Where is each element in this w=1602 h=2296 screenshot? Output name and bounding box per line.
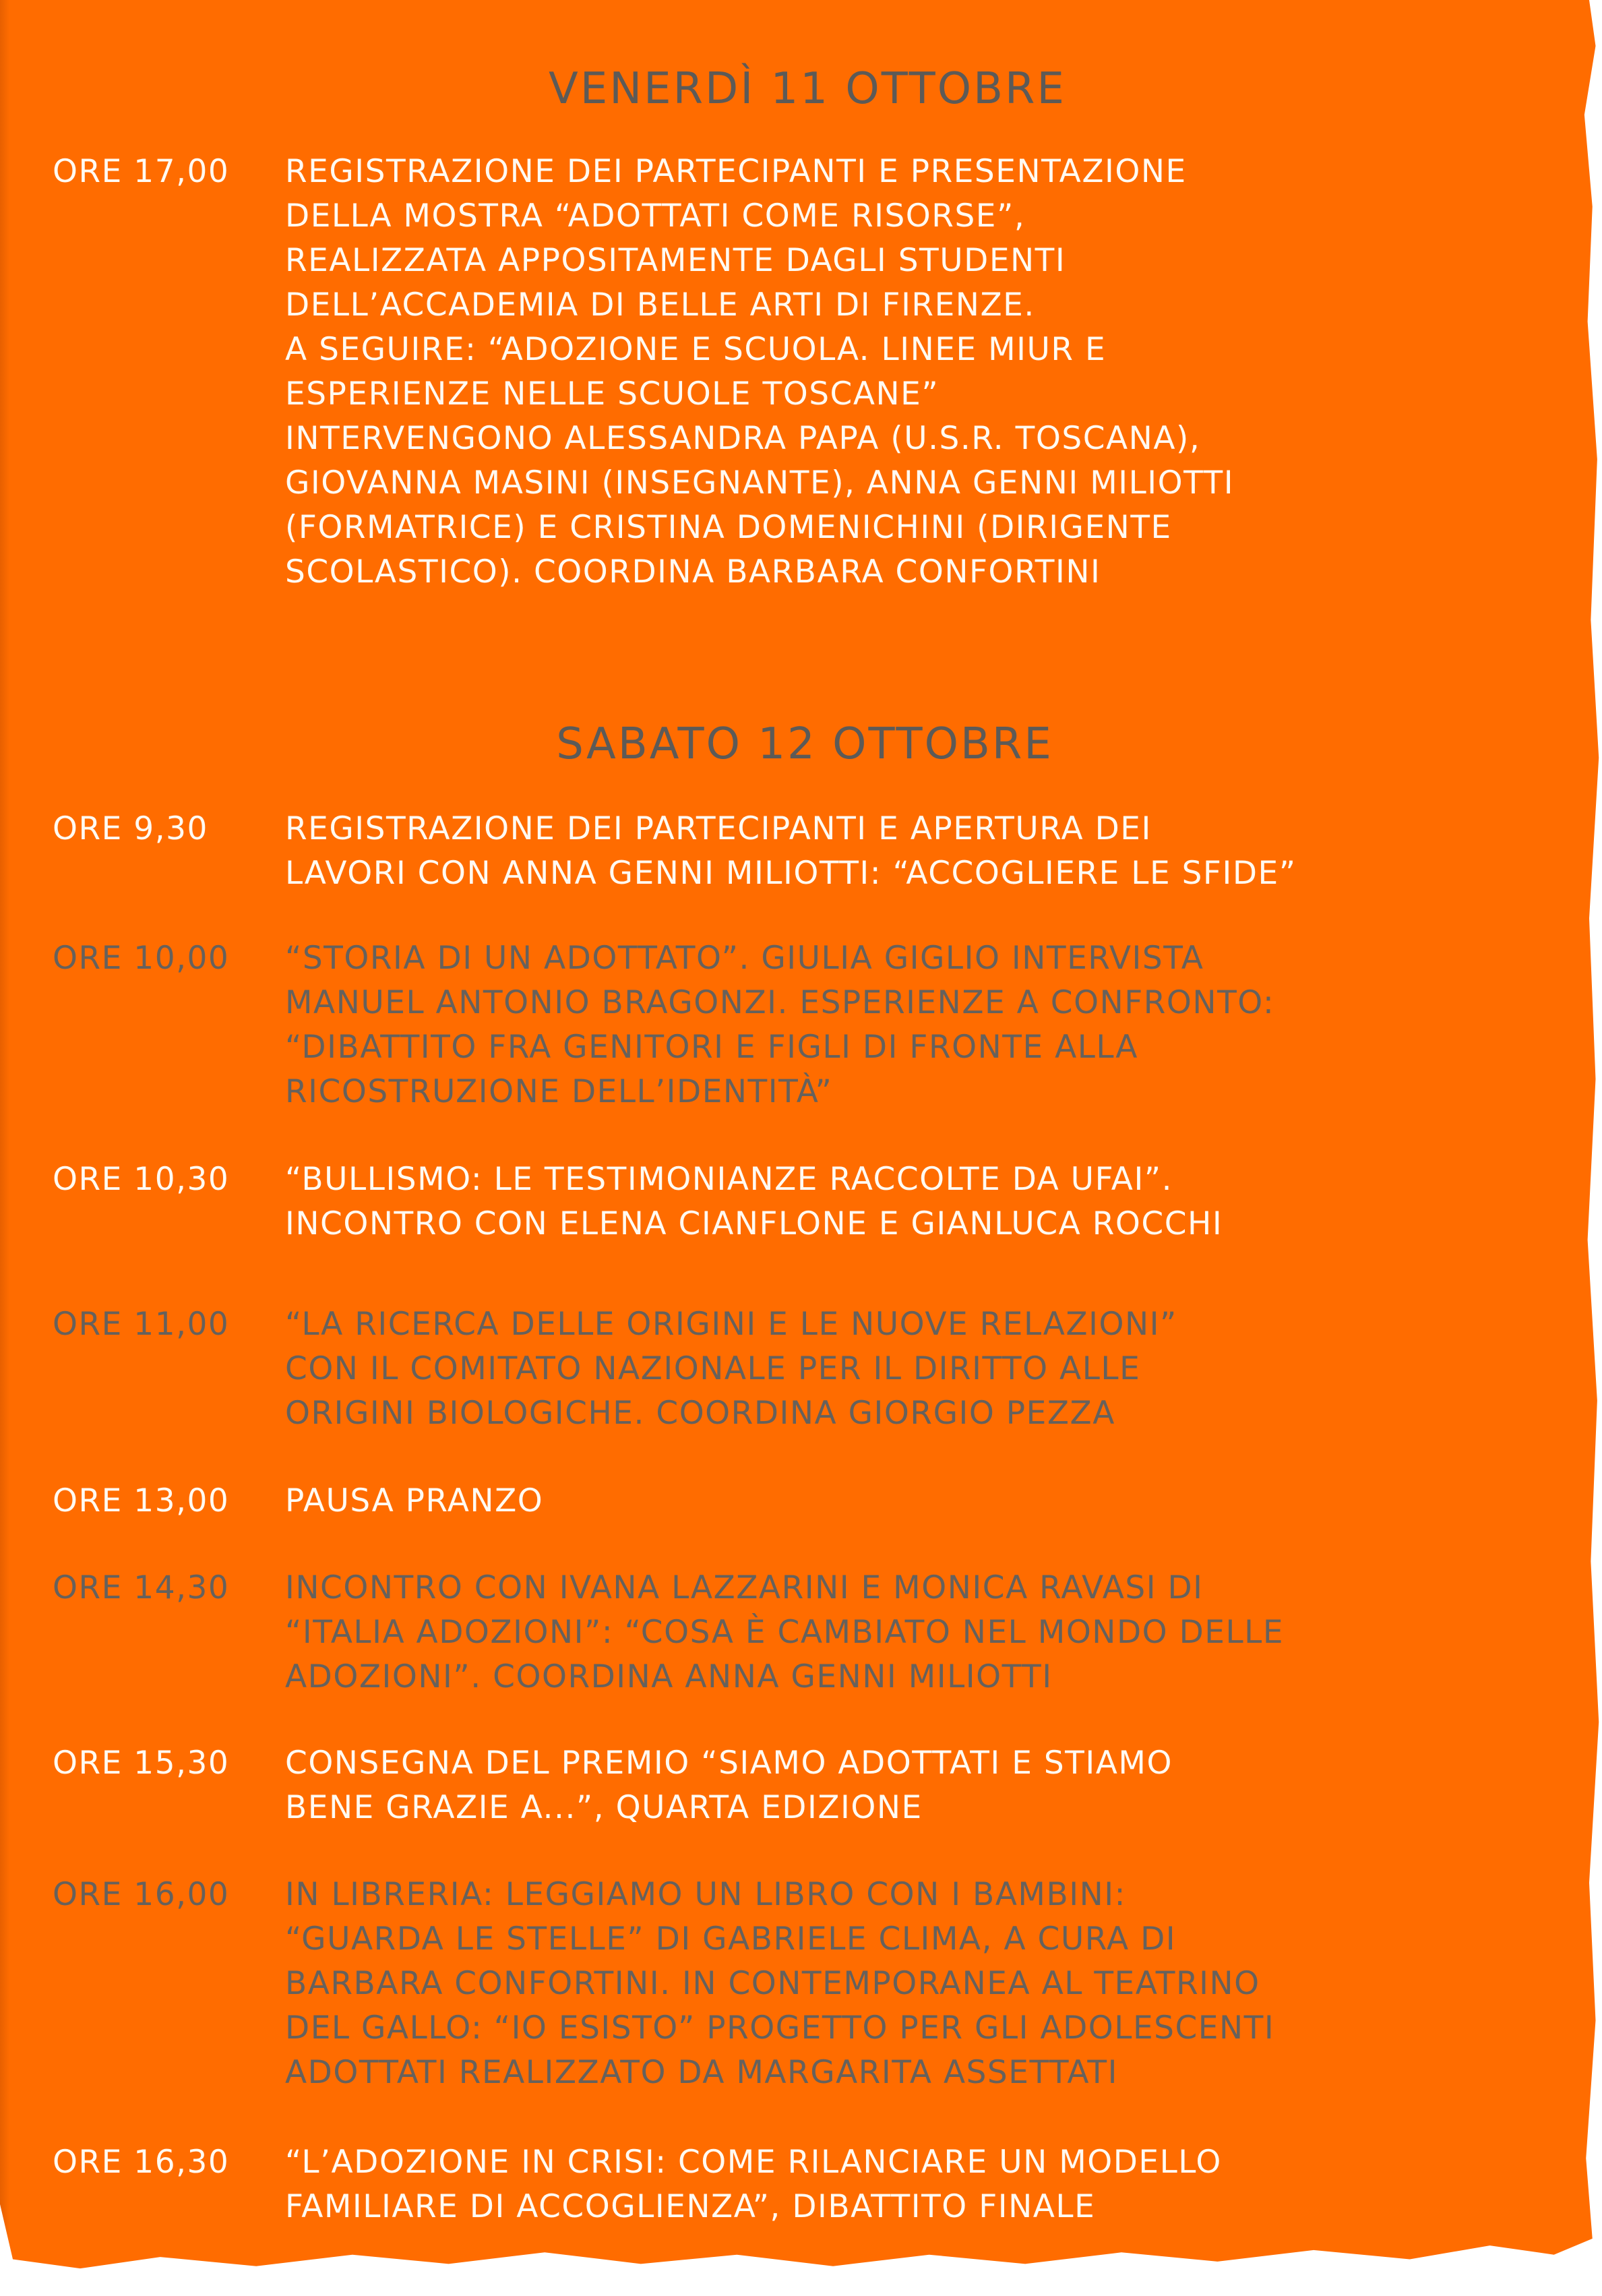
description-line: INCONTRO CON ELENA CIANFLONE E GIANLUCA ROCCHI xyxy=(285,1205,1223,1242)
entry-time: ORE 15,30 xyxy=(53,1745,230,1782)
day-title-friday: VENERDÌ 11 OTTOBRE xyxy=(549,63,1066,114)
description-line: REALIZZATA APPOSITAMENTE DAGLI STUDENTI xyxy=(285,242,1066,279)
description-line: “L’ADOZIONE IN CRISI: COME RILANCIARE UN MODELLO xyxy=(285,2144,1222,2181)
entry-description xyxy=(285,1566,1586,1699)
day-title-saturday: SABATO 12 OTTOBRE xyxy=(556,719,1053,769)
description-line: CONSEGNA DEL PREMIO “SIAMO ADOTTATI E STIAMO xyxy=(285,1745,1173,1782)
description-line: MANUEL ANTONIO BRAGONZI. ESPERIENZE A CONFRONTO: xyxy=(285,984,1275,1021)
entry-time: ORE 9,30 xyxy=(53,810,208,847)
entry-description xyxy=(285,2140,1586,2229)
description-line: BARBARA CONFORTINI. IN CONTEMPORANEA AL TEATRINO xyxy=(285,1965,1260,2002)
description-line: REGISTRAZIONE DEI PARTECIPANTI E APERTURA DEI xyxy=(285,810,1152,847)
entry-time: ORE 17,00 xyxy=(53,153,230,190)
entry-time: ORE 16,30 xyxy=(53,2144,230,2181)
entry-time: ORE 16,00 xyxy=(53,1876,230,1913)
description-line: INTERVENGONO ALESSANDRA PAPA (U.S.R. TOSCANA), xyxy=(285,420,1201,457)
description-line: INCONTRO CON IVANA LAZZARINI E MONICA RAVASI DI xyxy=(285,1569,1204,1606)
description-line: PAUSA PRANZO xyxy=(285,1482,544,1519)
entry-time: ORE 14,30 xyxy=(53,1569,230,1606)
entry-description xyxy=(285,1302,1586,1436)
entry-description xyxy=(285,150,1586,595)
description-line: RICOSTRUZIONE DELL’IDENTITÀ” xyxy=(285,1073,833,1110)
description-line: ORIGINI BIOLOGICHE. COORDINA GIORGIO PEZZA xyxy=(285,1395,1115,1432)
description-line: IN LIBRERIA: LEGGIAMO UN LIBRO CON I BAMBINI: xyxy=(285,1876,1126,1913)
description-line: “LA RICERCA DELLE ORIGINI E LE NUOVE RELAZIONI” xyxy=(285,1306,1177,1343)
description-line: “GUARDA LE STELLE” DI GABRIELE CLIMA, A CURA DI xyxy=(285,1921,1177,1958)
entry-description xyxy=(285,936,1586,1114)
description-line: SCOLASTICO). COORDINA BARBARA CONFORTINI xyxy=(285,553,1101,591)
description-line: GIOVANNA MASINI (INSEGNANTE), ANNA GENNI MILIOTTI xyxy=(285,464,1235,502)
description-line: ADOZIONI”. COORDINA ANNA GENNI MILIOTTI xyxy=(285,1658,1053,1695)
description-line: DELL’ACCADEMIA DI BELLE ARTI DI FIRENZE. xyxy=(285,286,1035,324)
description-line: ADOTTATI REALIZZATO DA MARGARITA ASSETTATI xyxy=(285,2054,1118,2091)
description-line: (FORMATRICE) E CRISTINA DOMENICHINI (DIRIGENTE xyxy=(285,509,1172,546)
description-line: FAMILIARE DI ACCOGLIENZA”, DIBATTITO FINALE xyxy=(285,2188,1096,2225)
description-line: “ITALIA ADOZIONI”: “COSA È CAMBIATO NEL MONDO DELLE xyxy=(285,1614,1285,1651)
description-line: “BULLISMO: LE TESTIMONIANZE RACCOLTE DA UFAI”. xyxy=(285,1161,1173,1198)
description-line: DEL GALLO: “IO ESISTO” PROGETTO PER GLI ADOLESCENTI xyxy=(285,2010,1275,2047)
entry-time: ORE 11,00 xyxy=(53,1306,230,1343)
entry-description xyxy=(285,1479,1586,1523)
description-line: DELLA MOSTRA “ADOTTATI COME RISORSE”, xyxy=(285,198,1026,235)
entry-time: ORE 10,30 xyxy=(53,1161,230,1198)
entry-time: ORE 10,00 xyxy=(53,940,230,977)
description-line: LAVORI CON ANNA GENNI MILIOTTI: “ACCOGLIERE LE SFIDE” xyxy=(285,855,1297,892)
entry-description xyxy=(285,807,1586,896)
entry-time: ORE 13,00 xyxy=(53,1482,230,1519)
description-line: REGISTRAZIONE DEI PARTECIPANTI E PRESENTAZIONE xyxy=(285,153,1187,190)
description-line: “DIBATTITO FRA GENITORI E FIGLI DI FRONTE ALLA xyxy=(285,1029,1138,1066)
description-line: CON IL COMITATO NAZIONALE PER IL DIRITTO ALLE xyxy=(285,1350,1141,1387)
description-line: ESPERIENZE NELLE SCUOLE TOSCANE” xyxy=(285,375,939,413)
description-line: BENE GRAZIE A...”, QUARTA EDIZIONE xyxy=(285,1789,923,1826)
entry-description xyxy=(285,1873,1586,2095)
description-line: “STORIA DI UN ADOTTATO”. GIULIA GIGLIO INTERVISTA xyxy=(285,940,1204,977)
description-line: A SEGUIRE: “ADOZIONE E SCUOLA. LINEE MIUR E xyxy=(285,331,1107,368)
entry-description xyxy=(285,1741,1586,1830)
entry-description xyxy=(285,1157,1586,1246)
